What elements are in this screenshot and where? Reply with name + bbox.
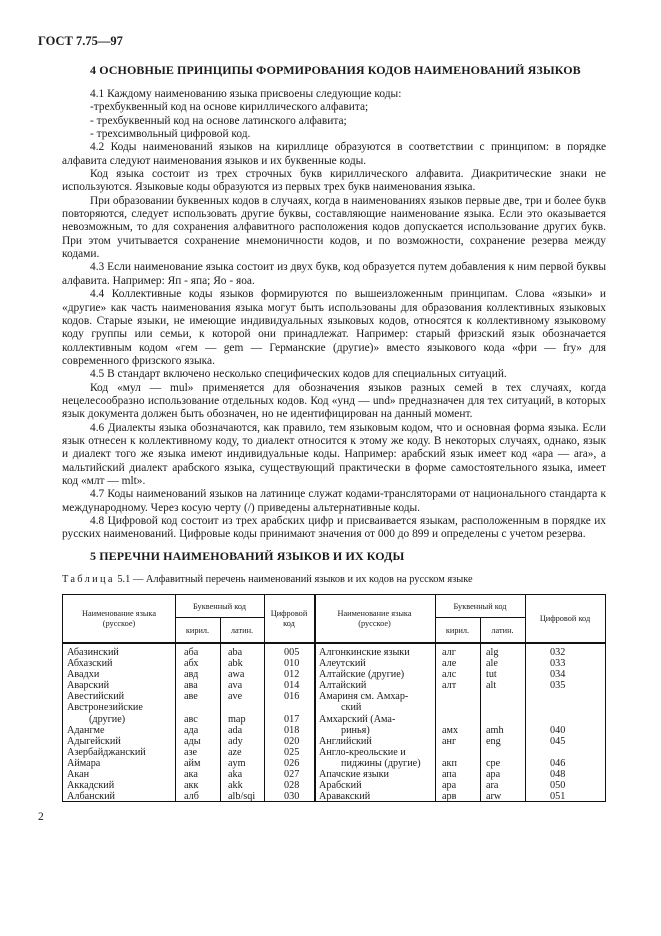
digital-code: 046 (550, 757, 566, 769)
language-name: Алгонкинские языки (319, 647, 410, 658)
digital-code: 030 (284, 791, 300, 803)
cyrillic-code: аве (184, 691, 198, 703)
latin-code: aze (228, 746, 242, 758)
table-row (316, 747, 605, 758)
paragraph: 4.2 Коды наименований языков на кириллице образуются в соответствии с принципом: в порядке алфавита следуют наименования языков и их буквенные коды. (62, 141, 606, 167)
language-name: (другие) (89, 713, 126, 725)
cyrillic-code: алб (184, 791, 199, 803)
section-5-heading: 5 ПЕРЕЧНИ НАИМЕНОВАНИЙ ЯЗЫКОВ И ИХ КОДЫ (90, 549, 405, 563)
paragraph: Код «мул — mul» применяется для обозначения языков разных семей в тех случаях, когда нецелесообразно использование отдельных кодов. Код «унд — und» предназначен для тех ситуаций, в которых язык документа должен быть обозначен, но не идентифицирован на данный момент. (62, 381, 606, 421)
language-name: Алтайские (другие) (319, 669, 405, 681)
paragraph: 4.8 Цифровой код состоит из трех арабских цифр и присваивается языкам, расположенным в порядке их русских наименований. Цифровые коды принимают значения от 000 до 899 и определены с учетом резерва. (62, 515, 606, 541)
latin-code: aba (228, 647, 243, 658)
table-row (63, 758, 314, 769)
table-caption-prefix: Таблица (62, 574, 115, 585)
latin-code: aka (228, 769, 243, 781)
latin-code: ada (228, 724, 243, 736)
paragraph: 4.1 Каждому наименованию языка присвоены следующие коды: (90, 88, 402, 100)
document-id: ГОСТ 7.75—97 (38, 34, 123, 48)
digital-code: 051 (550, 791, 566, 803)
digital-code: 012 (284, 669, 300, 681)
digital-code: 026 (284, 757, 300, 769)
digital-code: 028 (284, 780, 300, 792)
digital-code: 018 (284, 724, 300, 736)
latin-code: arw (486, 791, 502, 803)
latin-code: amh (486, 724, 504, 736)
table-row (316, 647, 605, 658)
section-4-heading: 4 ОСНОВНЫЕ ПРИНЦИПЫ ФОРМИРОВАНИЯ КОДОВ НАИМЕНОВАНИЙ ЯЗЫКОВ (90, 63, 581, 77)
cyrillic-code: авс (184, 713, 198, 725)
paragraph: 4.5 В стандарт включено несколько специфических кодов для специальных ситуаций. (90, 368, 507, 381)
language-name: Австронезийские (67, 702, 143, 714)
cyrillic-code: акк (184, 780, 199, 792)
cyrillic-code: алт (442, 680, 457, 692)
cyrillic-code: ара (442, 780, 457, 792)
paragraph: При образовании буквенных кодов в случаях, когда в наименованиях языков первые две, три и более букв повторяются, следует использовать другие буквы, составляющие наименование языка. Если это оказывается невозможным, то для сохранения алфавитного расположения кодов допускается использование других букв. При этом учитывается сохранение мнемоничности кодов, и по возможности, сохранение резерва между кодами. (62, 194, 606, 261)
language-name: Арабский (319, 780, 362, 792)
latin-code: cpe (486, 757, 501, 769)
cyrillic-code: авд (184, 669, 199, 681)
cyrillic-code: арв (442, 791, 457, 803)
header-lat-2: латин. (491, 625, 514, 635)
table-row (316, 780, 605, 791)
table-caption (62, 574, 473, 585)
cyrillic-code: анг (442, 735, 457, 747)
latin-code: ara (486, 780, 499, 792)
table-row (316, 791, 605, 802)
digital-code: 025 (284, 746, 300, 758)
language-name: Аймара (67, 757, 101, 769)
latin-code: ale (486, 658, 498, 670)
language-name: Албанский (67, 791, 115, 803)
latin-code: map (228, 713, 246, 725)
table-row (63, 769, 314, 780)
digital-code: 034 (550, 669, 566, 681)
table-row (63, 680, 314, 691)
latin-code: abk (228, 658, 243, 670)
language-name: Амариня см. Амхар- (319, 691, 409, 703)
latin-code: apa (486, 769, 501, 781)
language-name: Абхазский (67, 658, 113, 670)
digital-code: 005 (284, 647, 300, 658)
header-digital: Цифровой код (270, 608, 308, 628)
language-name: Аккадский (67, 780, 115, 792)
header-cyr-2: кирил. (445, 625, 470, 635)
section-4-body (62, 88, 606, 542)
digital-code: 020 (284, 735, 300, 747)
cyrillic-code: акп (442, 757, 457, 769)
table-right-half (316, 647, 605, 802)
table-row (316, 736, 605, 747)
latin-code: tut (486, 669, 497, 681)
header-name: Наименование языка (русское) (81, 608, 157, 628)
digital-code: 040 (550, 724, 566, 736)
digital-code: 014 (284, 680, 300, 692)
language-name: Англо-креольские и (319, 746, 406, 758)
language-name: Адангме (67, 724, 105, 736)
digital-code: 010 (284, 658, 300, 670)
digital-code: 032 (550, 647, 566, 658)
header-digital-2: Цифровой код (539, 613, 591, 623)
table-row (316, 669, 605, 680)
table-caption-text: 5.1 — Алфавитный перечень наименований языков и их кодов на русском языке (117, 574, 473, 585)
language-name: Амхарский (Ама- (319, 713, 396, 725)
header-letter-code-2: Буквенный код (435, 595, 525, 618)
table-row (316, 691, 605, 702)
digital-code: 027 (284, 769, 300, 781)
table-header (63, 595, 605, 644)
digital-code: 048 (550, 769, 566, 781)
digital-code: 050 (550, 780, 566, 792)
table-row (316, 702, 605, 713)
cyrillic-code: ава (184, 680, 198, 692)
cyrillic-code: азе (184, 746, 198, 758)
table-row (316, 714, 605, 725)
cyrillic-code: алг (442, 647, 456, 658)
latin-code: awa (228, 669, 245, 681)
table-row (63, 669, 314, 680)
table-row (316, 758, 605, 769)
paragraph: 4.4 Коллективные коды языков формируются по вышеизложенным принципам. Слова «языки» и «другие» как часть наименования языка могут быть использованы для образования коллективных языковых кодов. Старые языки, не имеющие индивидуальных языковых кодов, относятся к коллективному языковому коду группы или семьи, к которой они принадлежат. Например: старый фризский язык обозначается коллективным кодом «гем — gem — Германские (другие)» вместо языкового кода «фри — fry» для современного фризского языка. (62, 288, 606, 367)
language-name: Алеутский (319, 658, 366, 670)
paragraph: 4.3 Если наименование языка состоит из двух букв, код образуется путем добавления к ним первой буквы алфавита. Например: Яп - япа; Яо - яоа. (62, 261, 606, 287)
table-row (316, 769, 605, 780)
paragraph: -трехбуквенный код на основе кириллического алфавита; (90, 101, 369, 114)
language-name: Акан (67, 769, 90, 781)
digital-code: 035 (550, 680, 566, 692)
table-row (63, 725, 314, 736)
page-number: 2 (38, 811, 44, 823)
latin-code: aym (228, 757, 246, 769)
table-row (63, 691, 314, 702)
table-row (316, 725, 605, 736)
cyrillic-code: алс (442, 669, 457, 681)
latin-code: akk (228, 780, 243, 792)
table-row (316, 680, 605, 691)
cyrillic-code: ады (184, 735, 201, 747)
latin-code: ave (228, 691, 243, 703)
latin-code: alg (486, 647, 499, 658)
paragraph: - трехбуквенный код на основе латинского алфавита; (90, 114, 347, 127)
table-row (63, 780, 314, 791)
paragraph: 4.6 Диалекты языка обозначаются, как правило, тем языковым кодом, что и основная форма языка. Если язык отнесен к коллективному коду, то диалект относится к этому же коду. В некоторых случаях, однако, язык и диалект того же языка имеют индивидуальные коды. Например: арабский язык имеет код «ара — ara», а мальтийский диалект арабского языка, существующий практически в форме самостоятельного языка, имеет код «млт — mlt». (62, 421, 606, 487)
table-row (63, 647, 314, 658)
language-name: Авестийский (67, 691, 125, 703)
cyrillic-code: аба (184, 647, 199, 658)
paragraph: 4.7 Коды наименований языков на латинице служат кодами-трансляторами от национального стандарта к международному. Через косую черту (/) приведены альтернативные коды. (62, 488, 606, 514)
cyrillic-code: ака (184, 769, 198, 781)
language-name: Английский (319, 735, 372, 747)
table-row (63, 658, 314, 669)
digital-code: 045 (550, 735, 566, 747)
latin-code: eng (486, 735, 501, 747)
cyrillic-code: але (442, 658, 457, 670)
language-name: Авадхи (67, 669, 100, 681)
table-row (63, 714, 314, 725)
language-name: Алтайский (319, 680, 367, 692)
latin-code: ady (228, 735, 243, 747)
paragraph: - трехсимвольный цифровой код. (90, 128, 251, 141)
header-lat: латин. (230, 625, 254, 635)
latin-code: ava (228, 680, 243, 692)
cyrillic-code: апа (442, 769, 457, 781)
table-row (63, 747, 314, 758)
language-name: Абазинский (67, 647, 119, 658)
header-name-2: Наименование языка (русское) (337, 608, 412, 628)
language-name: ринья) (341, 724, 370, 736)
table-left-half (63, 647, 314, 802)
latin-code: alt (486, 680, 497, 692)
language-name: пиджины (другие) (341, 757, 421, 769)
cyrillic-code: амх (442, 724, 459, 736)
table-row (63, 791, 314, 802)
latin-code: alb/sqi (228, 791, 256, 803)
paragraph: Код языка состоит из трех строчных букв кириллического алфавита. Диакритические знаки не используются. Языковые коды образуются из первых трех букв наименования языка. (62, 168, 606, 194)
language-name: ский (341, 702, 362, 714)
language-name: Аварский (67, 680, 110, 692)
digital-code: 033 (550, 658, 566, 670)
digital-code: 016 (284, 691, 300, 703)
language-name: Апачские языки (319, 769, 389, 781)
language-name: Адыгейский (67, 735, 121, 747)
table-row (316, 658, 605, 669)
header-letter-code: Буквенный код (175, 595, 264, 618)
header-cyr: кирил. (185, 625, 210, 635)
language-name: Аравакский (319, 791, 371, 803)
table-row (63, 736, 314, 747)
cyrillic-code: абх (184, 658, 199, 670)
table-row (63, 702, 314, 713)
language-name: Азербайджанский (67, 746, 146, 758)
cyrillic-code: айм (184, 757, 201, 769)
language-codes-table (62, 594, 606, 802)
cyrillic-code: ада (184, 724, 199, 736)
digital-code: 017 (284, 713, 300, 725)
